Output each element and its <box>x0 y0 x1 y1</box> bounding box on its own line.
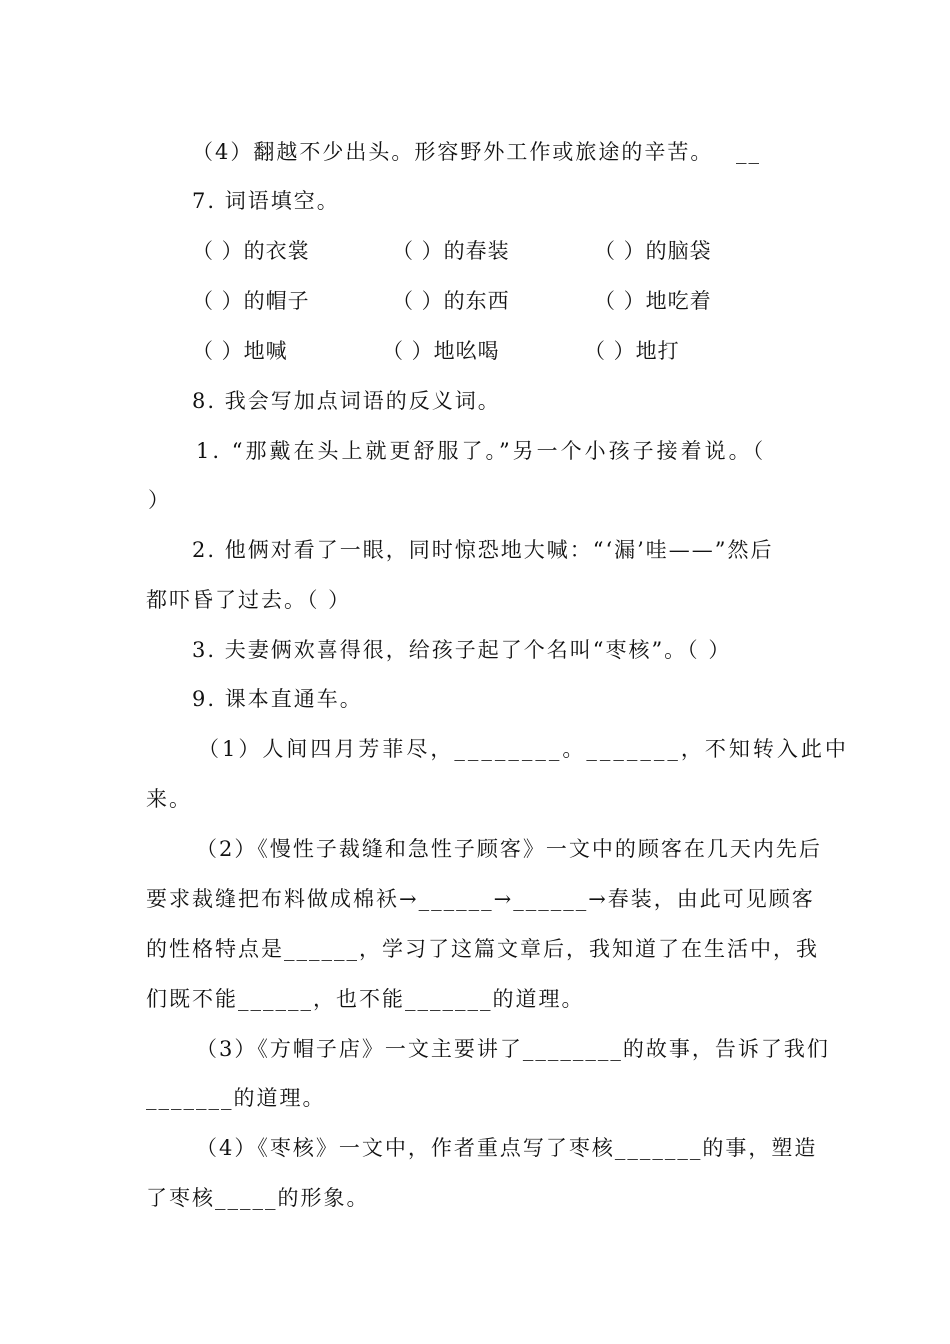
sentence-1-line-1: 1. “那戴在头上就更舒服了。”另一个小孩子接着说。（ <box>196 439 767 463</box>
part-2-line-3: 的性格特点是______，学习了这篇文章后，我知道了在生活中，我 <box>146 937 819 961</box>
part-3-line-1: （3）《方帽子店》一文主要讲了________的故事，告诉了我们 <box>196 1037 830 1061</box>
part-4-line-1: （4）《枣核》一文中，作者重点写了枣核_______的事，塑造 <box>196 1136 818 1160</box>
question-9-heading: 9. 课本直通车。 <box>192 687 363 711</box>
fill-row-2 <box>0 286 950 316</box>
fill-item: （ ）的帽子 <box>192 289 310 313</box>
part-2-line-2: 要求裁缝把布料做成棉袄→______→______→春装，由此可见顾客 <box>146 887 815 911</box>
fill-item: （ ）的脑袋 <box>594 239 712 263</box>
part-4-line-2: 了枣核_____的形象。 <box>146 1186 370 1210</box>
sentence-2-line-2: 都吓昏了过去。（ ） <box>146 588 352 612</box>
part-1-line-2: 来。 <box>146 787 192 811</box>
question-8-heading: 8. 我会写加点词语的反义词。 <box>192 389 501 413</box>
part-1-line-1: （1）人间四月芳菲尽，________。_______，不知转入此中 <box>198 737 849 761</box>
fill-item: （ ）地吃着 <box>594 289 712 313</box>
line-1: （4）翻越不少出头。形容野外工作或旅途的辛苦。 <box>192 140 714 164</box>
line-1-blank: __ <box>736 140 761 164</box>
part-2-line-4: 们既不能______，也不能_______的道理。 <box>146 987 585 1011</box>
question-7-heading: 7. 词语填空。 <box>192 189 340 213</box>
fill-item: （ ）地打 <box>584 339 680 363</box>
sentence-2-line-1: 2. 他俩对看了一眼，同时惊恐地大喊：“‘漏’哇——”然后 <box>192 538 774 562</box>
sentence-3: 3. 夫妻俩欢喜得很，给孩子起了个名叫“枣核”。（ ） <box>192 638 732 662</box>
fill-row-1 <box>0 236 950 266</box>
fill-item: （ ）的春装 <box>392 239 510 263</box>
sentence-1-line-2: ） <box>148 488 171 512</box>
fill-item: （ ）地吆喝 <box>382 339 500 363</box>
fill-item: （ ）的东西 <box>392 289 510 313</box>
part-3-line-2: _______的道理。 <box>146 1086 326 1110</box>
fill-row-3 <box>0 336 950 366</box>
fill-item: （ ）地喊 <box>192 339 288 363</box>
part-2-line-1: （2）《慢性子裁缝和急性子顾客》一文中的顾客在几天内先后 <box>196 837 822 861</box>
fill-item: （ ）的衣裳 <box>192 239 310 263</box>
